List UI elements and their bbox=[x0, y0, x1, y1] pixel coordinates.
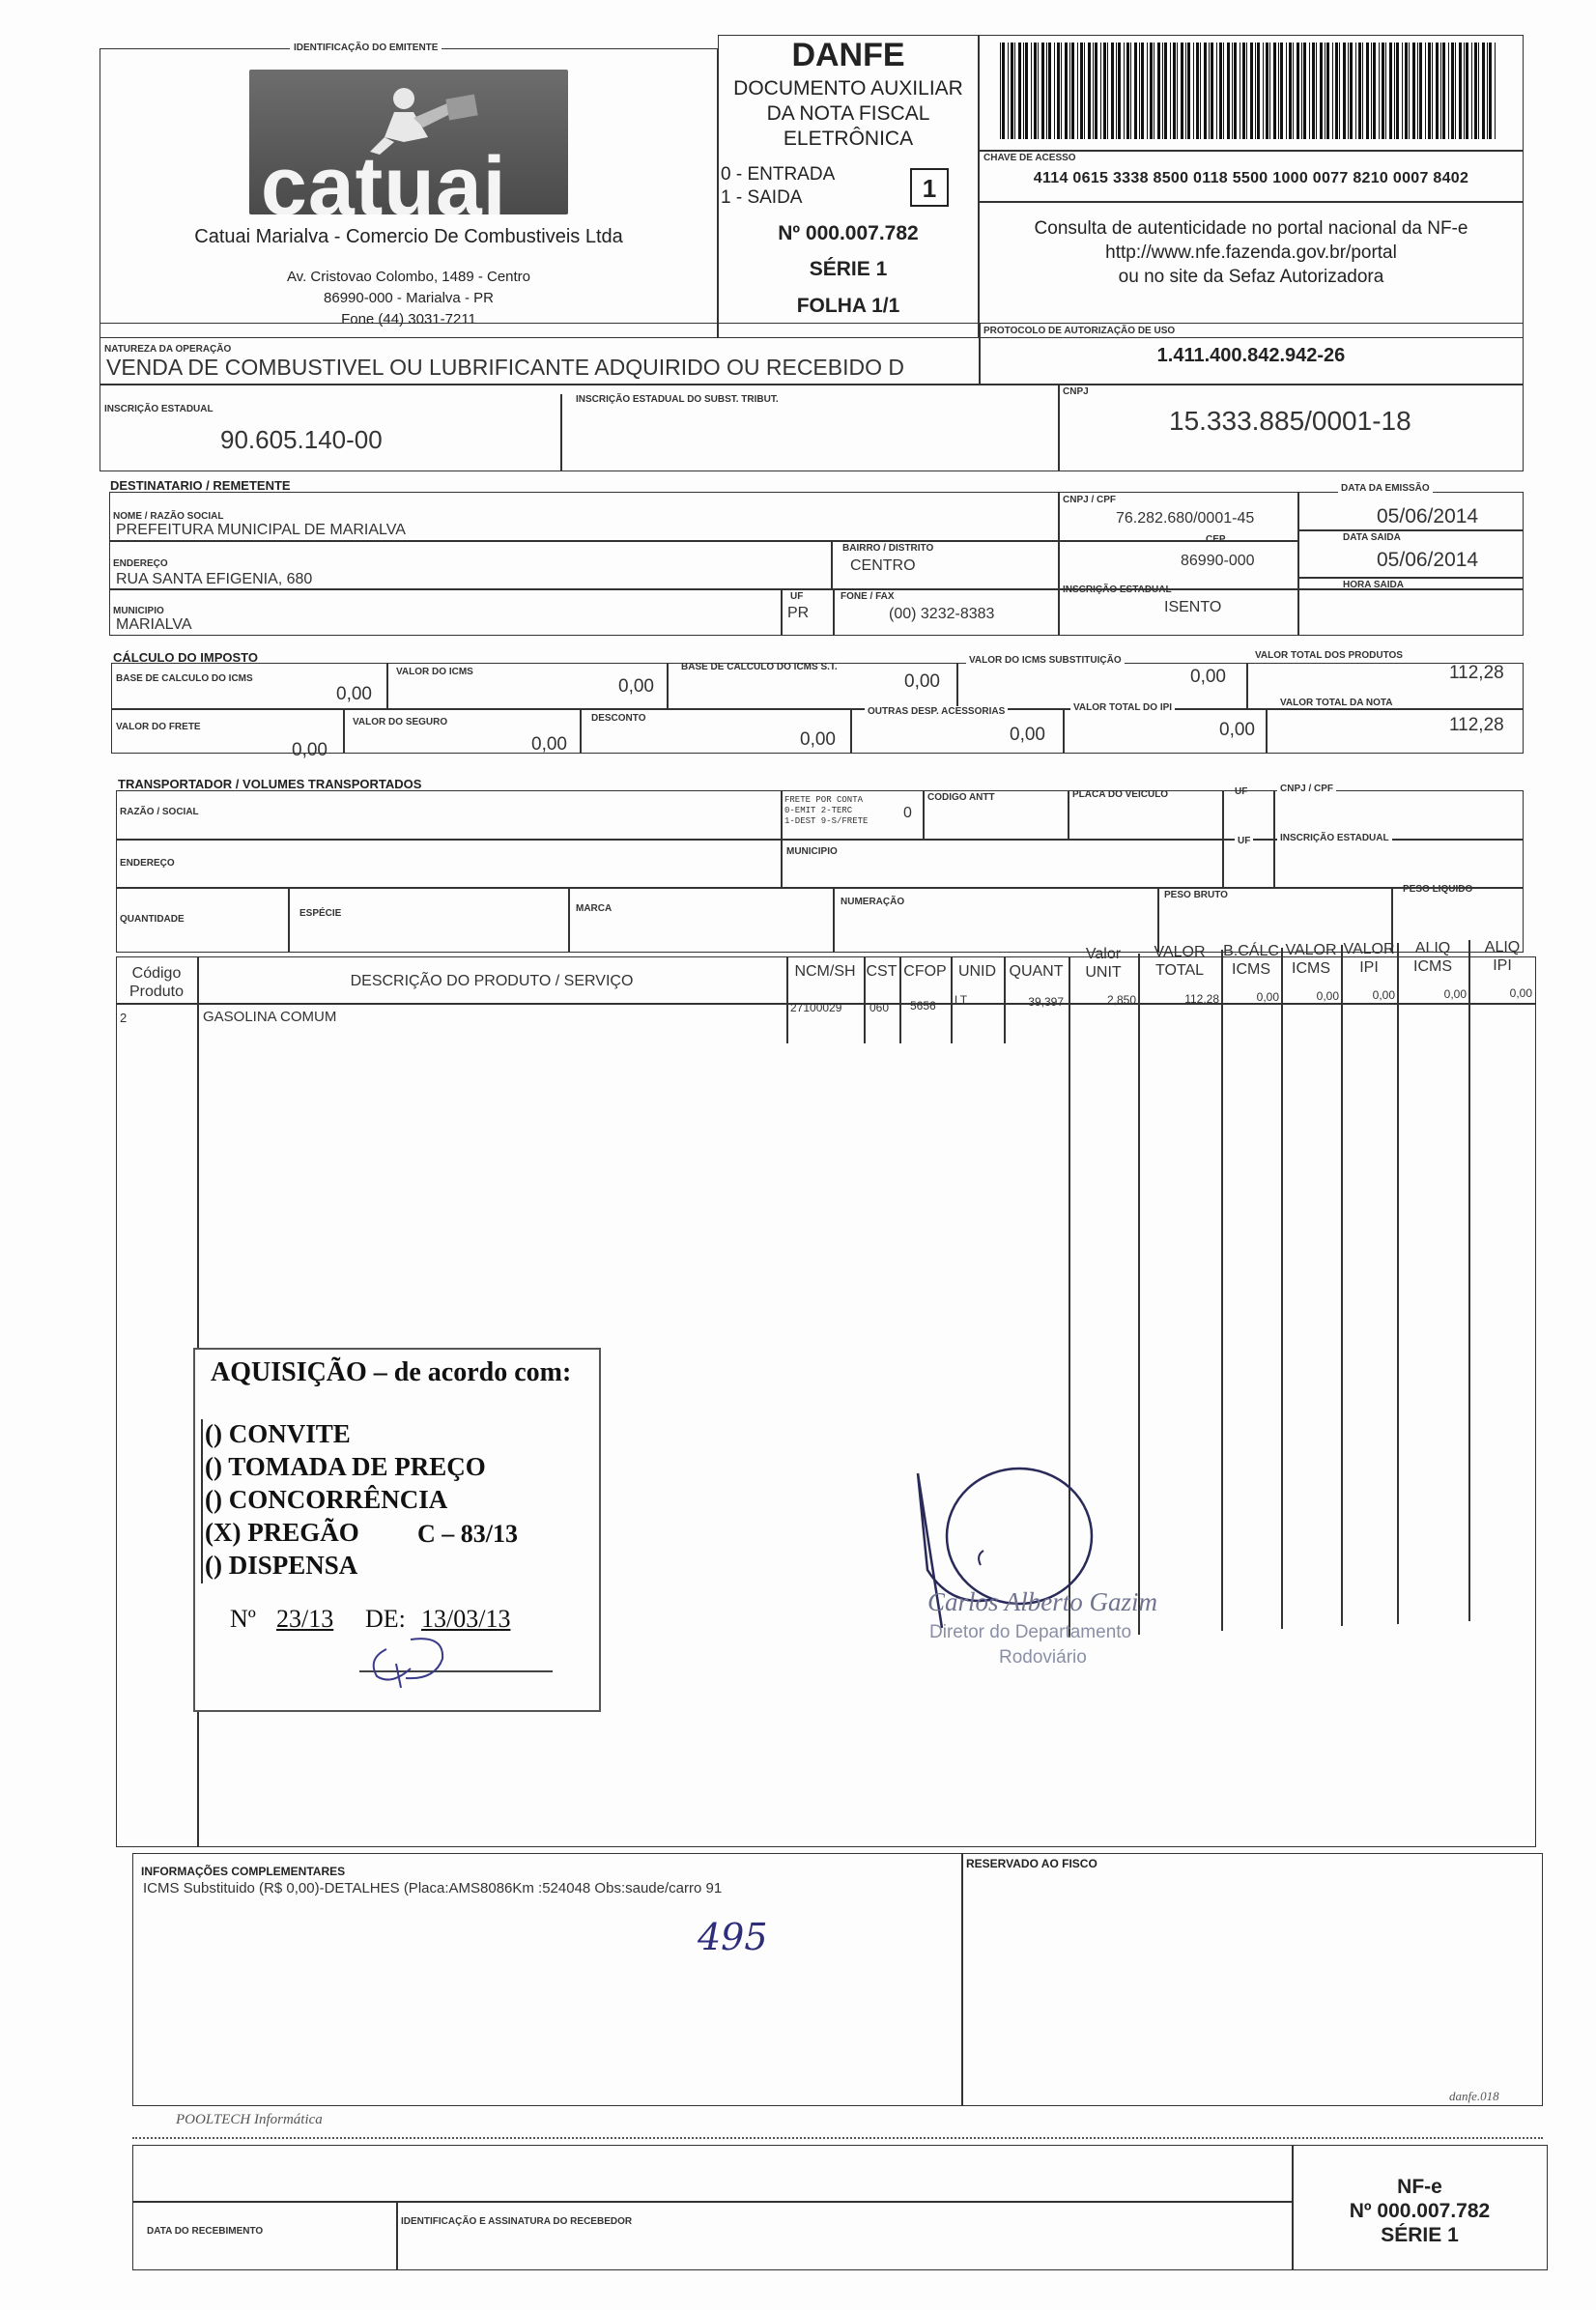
insurance-label: VALOR DO SEGURO bbox=[353, 717, 448, 727]
carrier-uf2-label: UF bbox=[1235, 836, 1253, 846]
exit-date-label: DATA SAIDA bbox=[1343, 532, 1401, 543]
acquisition-stamp bbox=[193, 1348, 601, 1712]
col-vunit-line-2: UNIT bbox=[1085, 964, 1122, 981]
freight-by-account bbox=[784, 795, 868, 827]
protocol-label: PROTOCOLO DE AUTORIZAÇÃO DE USO bbox=[983, 326, 1176, 336]
recipient-name-label: NOME / RAZÃO SOCIAL bbox=[113, 511, 224, 522]
city-label: MUNICIPIO bbox=[113, 606, 164, 616]
col-vicms bbox=[1281, 941, 1341, 978]
exit-time-label: HORA SAIDA bbox=[1343, 580, 1404, 590]
col-bcalc bbox=[1221, 942, 1281, 979]
row-cfop: 5656 bbox=[910, 999, 936, 1012]
acquisition-option-pregao: (X) PREGÃO bbox=[205, 1518, 359, 1547]
danfe-subtitle-2: DA NOTA FISCAL bbox=[766, 102, 930, 125]
col-vtotal-line-2: TOTAL bbox=[1154, 962, 1205, 979]
operation-label: NATUREZA DA OPERAÇÃO bbox=[104, 344, 232, 355]
row-bcalc: 0,00 bbox=[1256, 990, 1279, 1004]
other-expenses-label: OUTRAS DESP. ACESSORIAS bbox=[865, 706, 1008, 717]
row-vunit: 2,850 bbox=[1106, 993, 1136, 1007]
danfe-entrada: 0 - ENTRADA bbox=[721, 164, 836, 185]
antt-label: CODIGO ANTT bbox=[927, 792, 995, 803]
freight-line-1: FRETE POR CONTA bbox=[784, 795, 864, 805]
col-vtotal bbox=[1138, 943, 1221, 980]
consult-line-3: ou no site da Sefaz Autorizadora bbox=[1118, 267, 1384, 287]
acquisition-option-dispensa: () DISPENSA bbox=[205, 1551, 358, 1580]
stub-nfe: NF-e bbox=[1397, 2176, 1442, 2198]
barcode bbox=[1000, 43, 1502, 139]
col-cfop: CFOP bbox=[903, 963, 947, 980]
row-ncm: 27100029 bbox=[790, 1001, 842, 1014]
tax-section: CÁLCULO DO IMPOSTO bbox=[113, 650, 258, 665]
row-aicms: 0,00 bbox=[1443, 987, 1467, 1001]
consult-line-1: Consulta de autenticidade no portal nacional da NF-e bbox=[1034, 218, 1468, 239]
col-aipi-line-1: ALIQ bbox=[1484, 939, 1521, 955]
ipi-label: VALOR TOTAL DO IPI bbox=[1070, 702, 1175, 713]
district: CENTRO bbox=[850, 557, 916, 574]
col-code-line-1: Código bbox=[131, 965, 182, 982]
form-code: danfe.018 bbox=[1449, 2089, 1499, 2103]
phone-label: FONE / FAX bbox=[841, 591, 895, 602]
signature-stamp bbox=[908, 1464, 1208, 1715]
acquisition-number: 23/13 bbox=[276, 1605, 334, 1633]
danfe-subtitle-3: ELETRÔNICA bbox=[783, 128, 914, 150]
carrier-name-label: RAZÃO / SOCIAL bbox=[120, 807, 199, 817]
recipient-address: RUA SANTA EFIGENIA, 680 bbox=[116, 571, 313, 587]
col-vipi bbox=[1341, 940, 1397, 977]
row-aipi: 0,00 bbox=[1509, 986, 1532, 1000]
brand-label: MARCA bbox=[576, 903, 613, 914]
col-vicms-line-2: ICMS bbox=[1292, 960, 1330, 977]
base-st: 0,00 bbox=[904, 671, 940, 692]
col-vipi-line-2: IPI bbox=[1359, 959, 1379, 976]
col-aipi-line-2: IPI bbox=[1493, 957, 1512, 974]
acquisition-option-convite: () CONVITE bbox=[205, 1419, 351, 1448]
cep-label: CEP bbox=[1206, 534, 1226, 545]
recipient-address-label: ENDEREÇO bbox=[113, 558, 168, 569]
species-label: ESPÉCIE bbox=[299, 908, 342, 919]
col-bcalc-line-1: B.CÁLC bbox=[1223, 943, 1279, 959]
stub-serie: SÉRIE 1 bbox=[1381, 2224, 1459, 2246]
issuer-cnpj-label: CNPJ bbox=[1063, 386, 1089, 397]
numbering-label: NUMERAÇÃO bbox=[841, 897, 905, 907]
recipient-section: DESTINATARIO / REMETENTE bbox=[110, 478, 291, 493]
col-vunit bbox=[1069, 945, 1138, 982]
phone: (00) 3232-8383 bbox=[889, 606, 995, 622]
acquisition-option-tomada: () TOMADA DE PREÇO bbox=[205, 1452, 486, 1481]
danfe-folha: FOLHA 1/1 bbox=[796, 295, 900, 317]
company-logo bbox=[249, 70, 568, 214]
base-st-label: BASE DE CALCULO DO ICMS S.T. bbox=[681, 662, 838, 672]
gross-weight-label: PESO BRUTO bbox=[1164, 890, 1228, 900]
issuer-cnpj-value: 15.333.885/0001-18 bbox=[1169, 406, 1411, 436]
fisco-label: RESERVADO AO FISCO bbox=[966, 1857, 1097, 1870]
ie-subst-label: INSCRIÇÃO ESTADUAL DO SUBST. TRIBUT. bbox=[576, 394, 779, 405]
base-icms: 0,00 bbox=[336, 684, 372, 704]
ie-value: 90.605.140-00 bbox=[220, 425, 383, 454]
total-note-label: VALOR TOTAL DA NOTA bbox=[1277, 698, 1395, 708]
row-quant: 39,397 bbox=[1028, 995, 1064, 1009]
row-unid: LT bbox=[955, 993, 968, 1007]
total-note: 112,28 bbox=[1449, 715, 1504, 735]
col-vunit-line-1: Valor bbox=[1085, 946, 1122, 962]
acquisition-title: AQUISIÇÃO – de acordo com: bbox=[211, 1357, 572, 1387]
freight-line-2: 0-EMIT 2-TERC bbox=[784, 806, 853, 815]
recipient-cnpj: 76.282.680/0001-45 bbox=[1116, 510, 1255, 527]
complementary-label: INFORMAÇÕES COMPLEMENTARES bbox=[141, 1865, 346, 1878]
discount-label: DESCONTO bbox=[591, 713, 646, 724]
col-code-line-2: Produto bbox=[128, 984, 185, 1000]
carrier-uf-label: UF bbox=[1235, 786, 1248, 797]
freight-label: VALOR DO FRETE bbox=[116, 722, 201, 732]
recipient-cnpj-label: CNPJ / CPF bbox=[1063, 495, 1117, 505]
col-aicms-line-1: ALIQ bbox=[1414, 940, 1451, 956]
row-vipi: 0,00 bbox=[1372, 988, 1395, 1002]
emitter-phone: Fone (44) 3031-7211 bbox=[341, 311, 476, 328]
col-aicms-line-2: ICMS bbox=[1413, 958, 1452, 975]
carrier-ie-label: INSCRIÇÃO ESTADUAL bbox=[1277, 833, 1392, 843]
emitter-address-2: 86990-000 - Marialva - PR bbox=[324, 290, 494, 306]
receipt-date-label: DATA DO RECEBIMENTO bbox=[147, 2226, 264, 2237]
total-products-label: VALOR TOTAL DOS PRODUTOS bbox=[1252, 650, 1406, 661]
acquisition-pregao-ref: C – 83/13 bbox=[417, 1520, 518, 1548]
icms-st-label: VALOR DO ICMS SUBSTITUIÇÃO bbox=[966, 655, 1125, 666]
access-key-label: CHAVE DE ACESSO bbox=[983, 153, 1076, 163]
uf: PR bbox=[787, 605, 810, 621]
emission-date-label: DATA DA EMISSÃO bbox=[1338, 483, 1433, 494]
district-label: BAIRRO / DISTRITO bbox=[842, 543, 934, 554]
col-vtotal-line-1: VALOR bbox=[1154, 944, 1206, 960]
signature-name: Carlos Alberto Gazim bbox=[927, 1587, 1158, 1616]
cep: 86990-000 bbox=[1181, 553, 1255, 569]
city: MARIALVA bbox=[116, 616, 192, 633]
recipient-ie: ISENTO bbox=[1164, 599, 1222, 615]
handwritten-number: 495 bbox=[698, 1916, 768, 1958]
col-vicms-line-1: VALOR bbox=[1285, 942, 1337, 958]
col-unid: UNID bbox=[957, 963, 997, 980]
complementary-text: ICMS Substituido (R$ 0,00)-DETALHES (Placa:AMS8086Km :524048 Obs:saude/carro 91 bbox=[143, 1880, 723, 1896]
uf-label: UF bbox=[790, 591, 804, 602]
receiver-label: IDENTIFICAÇÃO E ASSINATURA DO RECEBEDOR bbox=[401, 2216, 633, 2227]
insurance: 0,00 bbox=[531, 734, 567, 755]
signature-role-1: Diretor do Departamento bbox=[929, 1622, 1132, 1642]
quantity-label: QUANTIDADE bbox=[120, 914, 185, 925]
discount: 0,00 bbox=[800, 729, 836, 750]
emitter-name: Catuai Marialva - Comercio De Combustiveis Ltda bbox=[194, 226, 623, 247]
row-vtotal: 112,28 bbox=[1184, 992, 1219, 1006]
access-key: 4114 0615 3338 8500 0118 5500 1000 0077 8210 0007 8402 bbox=[1033, 170, 1469, 186]
initials-signature-icon bbox=[357, 1630, 473, 1688]
net-weight-label: PESO LIQUIDO bbox=[1403, 884, 1473, 895]
col-vipi-line-1: VALOR bbox=[1343, 941, 1395, 957]
logo-text: catuai bbox=[261, 140, 507, 214]
row-cst: 060 bbox=[869, 1001, 890, 1014]
icms: 0,00 bbox=[618, 676, 654, 697]
emission-date: 05/06/2014 bbox=[1377, 505, 1479, 528]
freight-value: 0 bbox=[903, 805, 912, 821]
protocol-value: 1.411.400.842.942-26 bbox=[1156, 345, 1346, 366]
icms-label: VALOR DO ICMS bbox=[396, 667, 473, 677]
emitter-address-1: Av. Cristovao Colombo, 1489 - Centro bbox=[286, 269, 531, 285]
danfe-type-box: 1 bbox=[910, 168, 949, 207]
col-code bbox=[116, 964, 197, 1001]
transport-section: TRANSPORTADOR / VOLUMES TRANSPORTADOS bbox=[118, 777, 422, 791]
base-icms-label: BASE DE CALCULO DO ICMS bbox=[116, 673, 253, 684]
col-quant: QUANT bbox=[1009, 963, 1064, 980]
col-ncm: NCM/SH bbox=[794, 963, 856, 980]
danfe-number: Nº 000.007.782 bbox=[778, 222, 919, 244]
danfe-serie: SÉRIE 1 bbox=[809, 258, 888, 280]
col-bcalc-line-2: ICMS bbox=[1232, 961, 1270, 978]
col-cst: CST bbox=[866, 963, 898, 980]
total-products: 112,28 bbox=[1449, 663, 1504, 683]
row-vicms: 0,00 bbox=[1316, 989, 1339, 1003]
icms-st: 0,00 bbox=[1190, 667, 1226, 687]
emitter-section-label: IDENTIFICAÇÃO DO EMITENTE bbox=[290, 43, 442, 53]
danfe-title: DANFE bbox=[791, 37, 905, 73]
ipi: 0,00 bbox=[1219, 720, 1255, 740]
acquisition-date-prefix: DE: bbox=[365, 1605, 406, 1633]
freight: 0,00 bbox=[292, 740, 328, 760]
plate-label: PLACA DO VEICULO bbox=[1072, 789, 1169, 800]
acquisition-date: 13/03/13 bbox=[421, 1605, 511, 1633]
recipient-name: PREFEITURA MUNICIPAL DE MARIALVA bbox=[116, 522, 406, 538]
other-expenses: 0,00 bbox=[1010, 725, 1045, 745]
cut-line bbox=[132, 2137, 1543, 2139]
row-code: 2 bbox=[120, 1011, 128, 1025]
carrier-address-label: ENDEREÇO bbox=[120, 858, 175, 869]
ie-label: INSCRIÇÃO ESTADUAL bbox=[104, 404, 214, 414]
danfe-saida: 1 - SAIDA bbox=[721, 187, 803, 208]
stub-number: Nº 000.007.782 bbox=[1349, 2200, 1491, 2222]
acquisition-option-concorrencia: () CONCORRÊNCIA bbox=[205, 1485, 448, 1514]
row-description: GASOLINA COMUM bbox=[203, 1009, 337, 1025]
carrier-cnpj-label: CNPJ / CPF bbox=[1277, 784, 1336, 794]
recipient-ie-label: INSCRIÇÃO ESTADUAL bbox=[1063, 585, 1172, 595]
acquisition-number-prefix: Nº bbox=[230, 1605, 256, 1633]
col-description: DESCRIÇÃO DO PRODUTO / SERVIÇO bbox=[350, 973, 634, 989]
col-aicms bbox=[1397, 939, 1468, 976]
recipient-block bbox=[109, 492, 1524, 636]
operation-value: VENDA DE COMBUSTIVEL OU LUBRIFICANTE ADQUIRIDO OU RECEBIDO D bbox=[106, 355, 905, 380]
carrier-city-label: MUNICIPIO bbox=[786, 846, 838, 857]
signature-role-2: Rodoviário bbox=[999, 1647, 1087, 1668]
exit-date: 05/06/2014 bbox=[1377, 549, 1479, 571]
danfe-subtitle-1: DOCUMENTO AUXILIAR bbox=[733, 77, 963, 100]
col-aipi bbox=[1468, 938, 1536, 975]
software-credit: POOLTECH Informática bbox=[176, 2112, 323, 2127]
consult-line-2: http://www.nfe.fazenda.gov.br/portal bbox=[1105, 242, 1397, 263]
freight-line-3: 1-DEST 9-S/FRETE bbox=[784, 816, 869, 826]
